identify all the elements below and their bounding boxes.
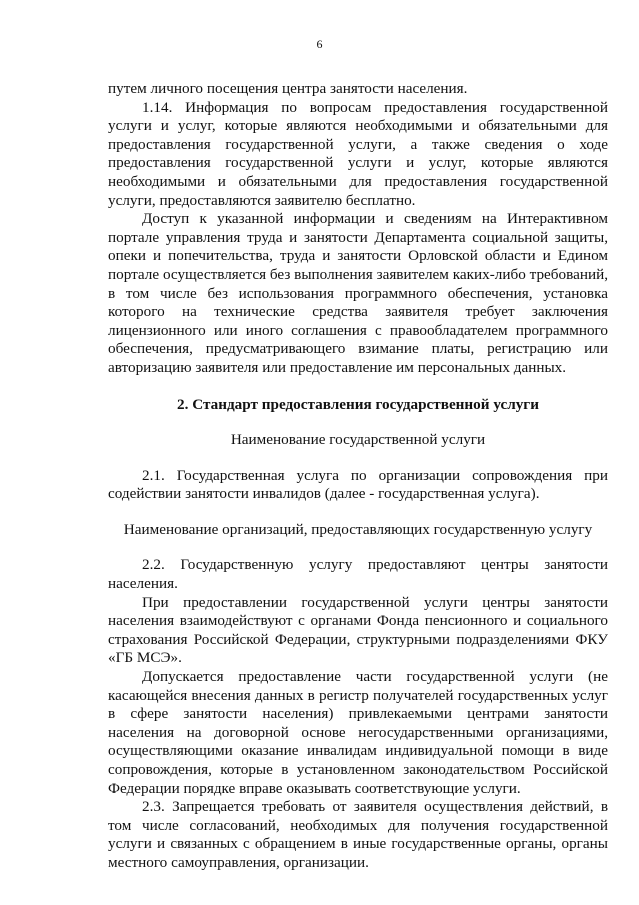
paragraph-interaction: При предоставлении государственной услуги центры занятости населения взаимодействуют с органами Фонда пенсионного и социального страхования Российской Федерации, структурными подразделениями ФКУ «ГБ МСЭ». [108,593,608,667]
paragraph-1-14: 1.14. Информация по вопросам предоставления государственной услуги и услуг, которые являются необходимыми и обязательными для предоставления государственной услуги, а также сведения о ходе предоставления государственной услуги и услуг, которые являются необходимыми и обязательными для предоставления государственной услуги, предоставляются заявителю бесплатно. [108,98,608,209]
paragraph-2-2: 2.2. Государственную услугу предоставляют центры занятости населения. [108,556,608,593]
subheading-service-name: Наименование государственной услуги [230,431,486,449]
page-number: 6 [316,37,323,51]
section-2-heading: 2. Стандарт предоставления государственной услуги [177,395,539,413]
paragraph-2-3: 2.3. Запрещается требовать от заявителя осуществления действий, в том числе согласований, необходимых для получения государственной услуги и связанных с обращением в иные государственные органы, органы местного самоуправления, организации. [108,798,608,871]
paragraph-access-info: Доступ к указанной информации и сведениям на Интерактивном портале управления труда и занятости Департамента социальной защиты, опеки и попечительства, труда и занятости Орловской области и Едином портале осуществляется без выполнения заявителем каких-либо требований, в том числе без использования программного обеспечения, установка которого на технические средства заявителя требует заключения лицензионного или иного соглашения с правообладателем программного обеспечения, предусматривающего взимание платы, регистрацию или авторизацию заявителя или предоставление им персональных данных. [108,210,608,376]
subheading-organizations: Наименование организаций, предоставляющих государственную услугу [123,520,593,538]
paragraph-partial-service: Допускается предоставление части государственной услуги (не касающейся внесения данных в регистр получателей государственных услуг в сфере занятости населения) привлекаемыми центрами занятости населения на договорной основе негосударственными организациями, осуществляющими оказание инвалидам индивидуальной помощи в виде сопровождения, которые в установленном законодательством Российской Федерации порядке вправе оказывать соответствующие услуги. [108,668,608,797]
page-content [108,80,608,873]
paragraph-2-1: 2.1. Государственная услуга по организации сопровождения при содействии занятости инвалидов (далее - государственная услуга). [108,466,608,503]
paragraph-continuation: путем личного посещения центра занятости населения. [108,80,468,97]
